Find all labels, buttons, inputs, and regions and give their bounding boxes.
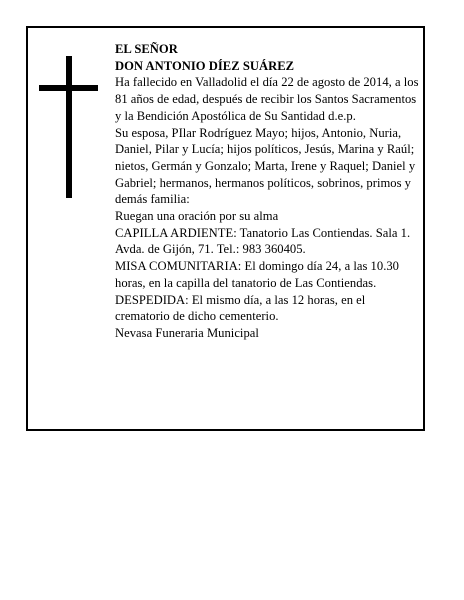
obituary-notice xyxy=(26,26,425,431)
chapel-info: CAPILLA ARDIENTE: Tanatorio Las Contiendas. Sala 1. Avda. de Gijón, 71. Tel.: 983 360405. xyxy=(115,225,411,257)
deceased-name: DON ANTONIO DÍEZ SUÁREZ xyxy=(115,58,295,73)
prayer-request: Ruegan una oración por su alma xyxy=(115,209,279,224)
family-list: Su esposa, PIlar Rodríguez Mayo; hijos, Antonio, Nuria, Daniel, Pilar y Lucía; hijos políticos, Jesús, Marina y Raúl; nietos, Germán y Gonzalo; Marta, Irene y Raquel; Daniel y Gabriel; hermanos, hermanos políticos, sobrinos, primos y demás familia: xyxy=(115,125,416,207)
notice-text xyxy=(115,41,420,342)
cross-vertical-bar xyxy=(66,56,72,198)
cross-horizontal-bar xyxy=(39,85,98,91)
title-line-1: EL SEÑOR xyxy=(115,42,178,56)
funeral-home: Nevasa Funeraria Municipal xyxy=(115,325,259,340)
mass-info: MISA COMUNITARIA: El domingo día 24, a las 10.30 horas, en la capilla del tanatorio de Las Contiendas. xyxy=(115,259,399,290)
farewell-info: DESPEDIDA: El mismo día, a las 12 horas, en el crematorio de dicho cementerio. xyxy=(115,292,366,324)
death-announcement: Ha fallecido en Valladolid el día 22 de agosto de 2014, a los 81 años de edad, después de recibir los Santos Sacramentos y la Bendición Apostólica de Su Santidad d.e.p. xyxy=(115,75,419,123)
